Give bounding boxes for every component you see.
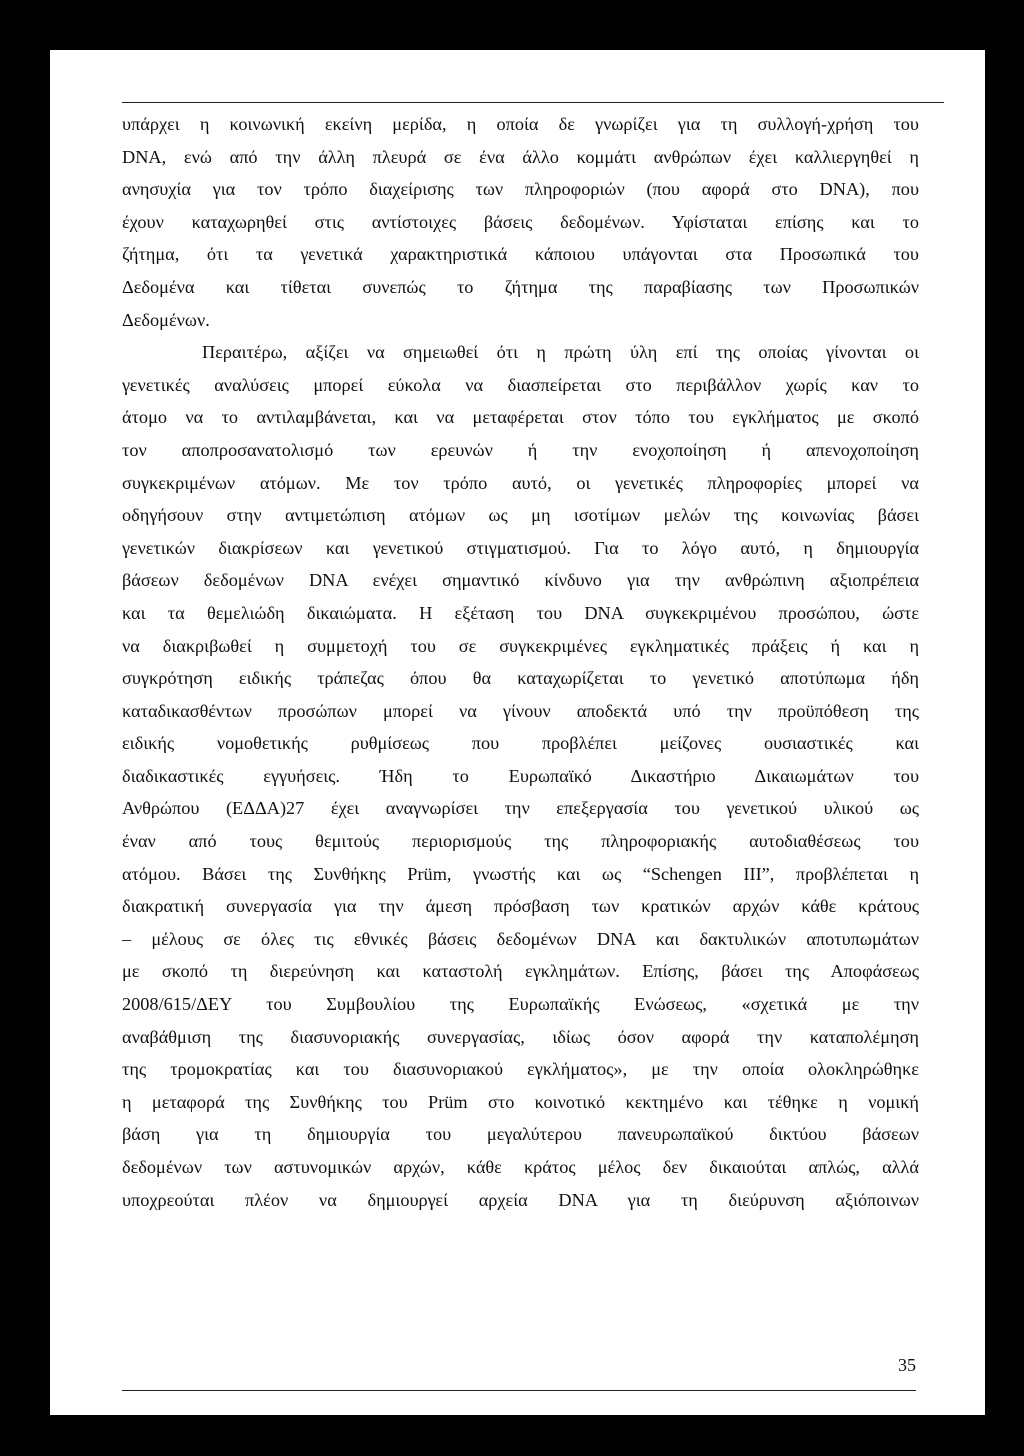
text-line: έχουν καταχωρηθεί στις αντίστοιχες βάσεις δεδομένων. Υφίσταται επίσης και το (122, 211, 919, 232)
top-rule (122, 102, 944, 103)
text-line: – μέλους σε όλες τις εθνικές βάσεις δεδομένων DNA και δακτυλικών αποτυπωμάτων (122, 928, 919, 949)
text-line: υποχρεούται πλέον να δημιουργεί αρχεία DNA για τη διεύρυνση αξιόποινων (122, 1189, 919, 1210)
text-line: ανησυχία για τον τρόπο διαχείρισης των πληροφοριών (που αφορά στο DNA), που (122, 179, 919, 200)
text-line: διακρατική συνεργασία για την άμεση πρόσβαση των κρατικών αρχών κάθε κράτους (122, 896, 919, 917)
text-line: γενετικές αναλύσεις μπορεί εύκολα να διασπείρεται στο περιβάλλον χωρίς καν το (122, 374, 919, 395)
text-line: αναβάθμιση της διασυνοριακής συνεργασίας, ιδίως όσον αφορά την καταπολέμηση (122, 1026, 919, 1047)
text-line: υπάρχει η κοινωνική εκείνη μερίδα, η οποία δε γνωρίζει για τη συλλογή-χρήση του (122, 114, 919, 134)
text-line: συγκρότηση ειδικής τράπεζας όπου θα καταχωρίζεται το γενετικό αποτύπωμα ήδη (122, 668, 919, 689)
text-line: ειδικής νομοθετικής ρυθμίσεως που προβλέπει μείζονες ουσιαστικές και (122, 733, 919, 754)
text-line: ζήτημα, ότι τα γενετικά χαρακτηριστικά κάποιου υπάγονται στα Προσωπικά του (122, 244, 919, 265)
text-line: καταδικασθέντων προσώπων μπορεί να γίνουν αποδεκτά υπό την προϋπόθεση της (122, 700, 919, 721)
text-line: βάση για τη δημιουργία του μεγαλύτερου πανευρωπαϊκού δικτύου βάσεων (122, 1124, 919, 1145)
text-line: Ανθρώπου (ΕΔΔΑ)27 έχει αναγνωρίσει την επεξεργασία του γενετικού υλικού ως (122, 798, 919, 819)
text-line: δεδομένων των αστυνομικών αρχών, κάθε κράτος μέλος δεν δικαιούται απλώς, αλλά (122, 1157, 919, 1177)
text-line: γενετικών διακρίσεων και γενετικού στιγματισμού. Για το λόγο αυτό, η δημιουργία (122, 537, 919, 558)
text-line: οδηγήσουν στην αντιμετώπιση ατόμων ως μη ισοτίμων μελών της κοινωνίας βάσει (122, 505, 919, 526)
text-line: DNA, ενώ από την άλλη πλευρά σε ένα άλλο κομμάτι ανθρώπων έχει καλλιεργηθεί η (122, 146, 919, 167)
text-line: βάσεων δεδομένων DNA ενέχει σημαντικό κίνδυνο για την ανθρώπινη αξιοπρέπεια (122, 570, 919, 591)
body-text (122, 108, 919, 1216)
text-line: με σκοπό τη διερεύνηση και καταστολή εγκλημάτων. Επίσης, βάσει της Αποφάσεως (122, 961, 919, 982)
text-line: της τρομοκρατίας και του διασυνοριακού εγκλήματος», με την οποία ολοκληρώθηκε (122, 1059, 919, 1080)
text-line: τον αποπροσανατολισμό των ερευνών ή την ενοχοποίηση ή απενοχοποίηση (122, 439, 919, 460)
text-line: έναν από τους θεμιτούς περιορισμούς της πληροφοριακής αυτοδιαθέσεως του (122, 831, 919, 852)
text-line: η μεταφορά της Συνθήκης του Prüm στο κοινοτικό κεκτημένο και τέθηκε η νομική (122, 1091, 919, 1112)
text-line: άτομο να το αντιλαμβάνεται, και να μεταφέρεται στον τόπο του εγκλήματος με σκοπό (122, 407, 919, 428)
text-line: ατόμου. Βάσει της Συνθήκης Prüm, γνωστής και ως “Schengen III”, προβλέπεται η (122, 863, 919, 884)
text-line: διαδικαστικές εγγυήσεις. Ήδη το Ευρωπαϊκό Δικαστήριο Δικαιωμάτων του (122, 765, 919, 786)
page-number: 35 (898, 1355, 916, 1375)
text-line: συγκεκριμένων ατόμων. Με τον τρόπο αυτό, οι γενετικές πληροφορίες μπορεί να (122, 472, 919, 493)
text-line: Περαιτέρω, αξίζει να σημειωθεί ότι η πρώτη ύλη επί της οποίας γίνονται οι (202, 342, 919, 363)
text-line: 2008/615/ΔΕΥ του Συμβουλίου της Ευρωπαϊκής Ενώσεως, «σχετικά με την (122, 994, 919, 1015)
bottom-rule (122, 1390, 916, 1391)
text-line: να διακριβωθεί η συμμετοχή του σε συγκεκριμένες εγκληματικές πράξεις ή και η (122, 635, 919, 656)
document-page (50, 50, 985, 1415)
text-line: και τα θεμελιώδη δικαιώματα. Η εξέταση του DNA συγκεκριμένου προσώπου, ώστε (122, 602, 919, 623)
text-line: Δεδομένων. (122, 309, 210, 330)
text-line: Δεδομένα και τίθεται συνεπώς το ζήτημα της παραβίασης των Προσωπικών (122, 276, 919, 297)
